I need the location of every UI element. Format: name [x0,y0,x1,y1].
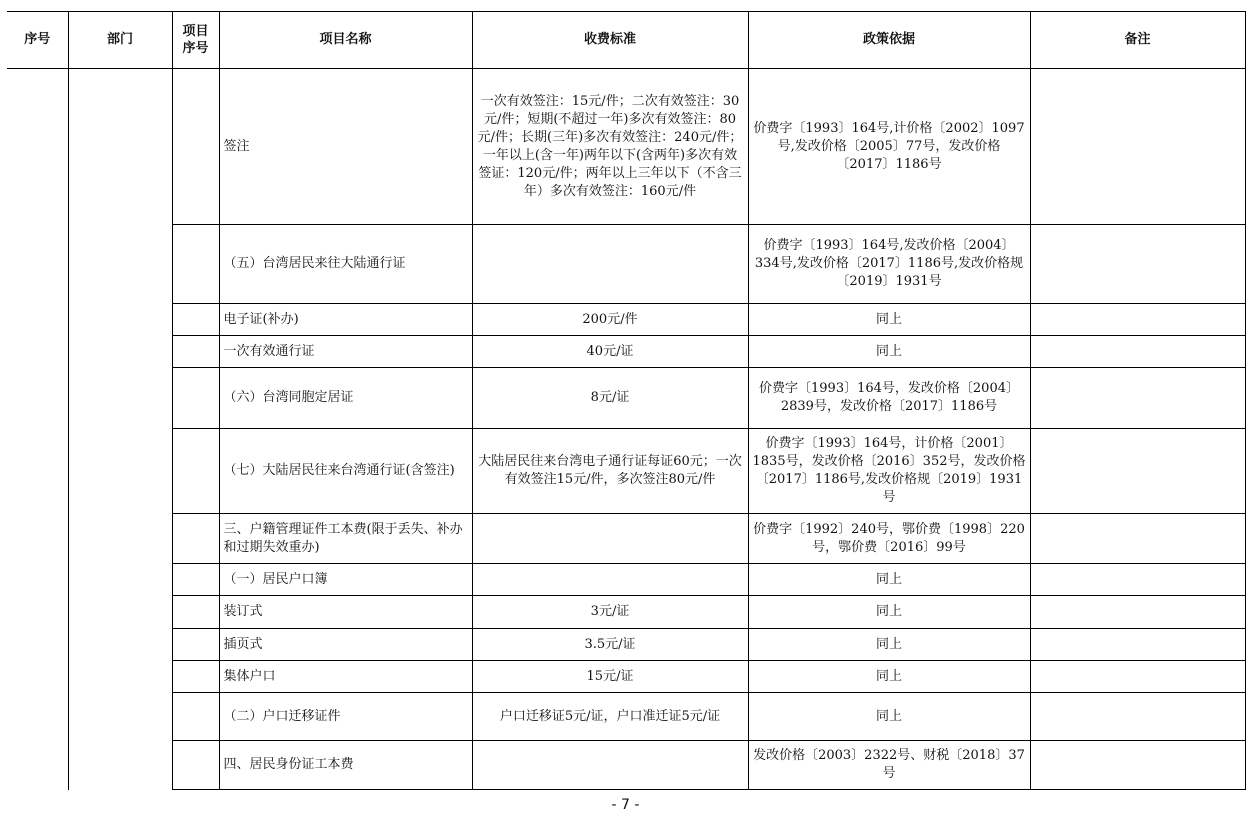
header-item-name: 项目名称 [219,12,472,69]
remarks-cell [1030,693,1245,741]
table-row [7,429,1245,514]
fee-standard-cell: 15元/证 [472,661,748,693]
item-seq-cell [172,741,219,790]
table-row [7,741,1245,790]
remarks-cell [1030,629,1245,661]
fee-standard-cell [472,225,748,304]
fee-standard-cell [472,564,748,596]
policy-basis-cell: 同上 [748,564,1030,596]
policy-basis-cell: 同上 [748,629,1030,661]
item-seq-cell [172,368,219,429]
remarks-cell [1030,225,1245,304]
item-name-cell: （一）居民户口簿 [219,564,472,596]
item-seq-cell [172,336,219,368]
item-name-cell: （五）台湾居民来往大陆通行证 [219,225,472,304]
fee-table [7,11,1246,790]
item-name-cell: （二）户口迁移证件 [219,693,472,741]
item-name-cell: 集体户口 [219,661,472,693]
item-seq-cell [172,514,219,564]
fee-standard-cell: 3.5元/证 [472,629,748,661]
fee-standard-cell [472,514,748,564]
item-name-cell: 签注 [219,69,472,225]
page-number: - 7 - [611,797,640,813]
item-seq-cell [172,596,219,629]
department-cell [68,69,172,790]
table-row [7,336,1245,368]
item-seq-cell [172,693,219,741]
policy-basis-cell: 价费字〔1993〕164号，发改价格〔2004〕2839号，发改价格〔2017〕1186号 [748,368,1030,429]
table-row [7,514,1245,564]
item-name-cell: 三、户籍管理证件工本费(限于丢失、补办和过期失效重办) [219,514,472,564]
table-row [7,69,1245,225]
policy-basis-cell: 发改价格〔2003〕2322号、财税〔2018〕37号 [748,741,1030,790]
table-row [7,693,1245,741]
remarks-cell [1030,741,1245,790]
fee-standard-cell: 大陆居民往来台湾电子通行证每证60元；一次有效签注15元/件，多次签注80元/件 [472,429,748,514]
header-fee-standard: 收费标准 [472,12,748,69]
table-row [7,225,1245,304]
table-row [7,629,1245,661]
item-name-cell: 一次有效通行证 [219,336,472,368]
header-policy-basis: 政策依据 [748,12,1030,69]
remarks-cell [1030,69,1245,225]
header-item-seq: 项目 序号 [172,12,219,69]
fee-standard-cell: 8元/证 [472,368,748,429]
policy-basis-cell: 同上 [748,596,1030,629]
remarks-cell [1030,661,1245,693]
policy-basis-cell: 价费字〔1993〕164号，计价格〔2001〕1835号，发改价格〔2016〕352号，发改价格〔2017〕1186号,发改价格规〔2019〕1931号 [748,429,1030,514]
fee-standard-cell: 一次有效签注：15元/件；二次有效签注：30元/件；短期(不超过一年)多次有效签注：80元/件；长期(三年)多次有效签注：240元/件；一年以上(含一年)两年以下(含两年)多次有效签证：120元/件；两年以上三年以下（不含三年）多次有效签注：160元/件 [472,69,748,225]
remarks-cell [1030,564,1245,596]
item-seq-cell [172,629,219,661]
fee-standard-cell: 200元/件 [472,304,748,336]
item-name-cell: 四、居民身份证工本费 [219,741,472,790]
policy-basis-cell: 价费字〔1992〕240号，鄂价费〔1998〕220号，鄂价费〔2016〕99号 [748,514,1030,564]
item-name-cell: 插页式 [219,629,472,661]
item-name-cell: （七）大陆居民往来台湾通行证(含签注) [219,429,472,514]
item-seq-cell [172,564,219,596]
remarks-cell [1030,368,1245,429]
header-remarks: 备注 [1030,12,1245,69]
policy-basis-cell: 同上 [748,661,1030,693]
fee-standard-cell: 3元/证 [472,596,748,629]
policy-basis-cell: 同上 [748,304,1030,336]
header-department: 部门 [68,12,172,69]
seq-cell [7,69,68,790]
remarks-cell [1030,304,1245,336]
item-seq-cell [172,661,219,693]
policy-basis-cell: 同上 [748,693,1030,741]
item-seq-cell [172,429,219,514]
remarks-cell [1030,596,1245,629]
policy-basis-cell: 价费字〔1993〕164号,发改价格〔2004〕334号,发改价格〔2017〕1186号,发改价格规〔2019〕1931号 [748,225,1030,304]
item-seq-cell [172,69,219,225]
item-seq-cell [172,304,219,336]
item-name-cell: （六）台湾同胞定居证 [219,368,472,429]
item-seq-cell [172,225,219,304]
item-name-cell: 装订式 [219,596,472,629]
policy-basis-cell: 价费字〔1993〕164号,计价格〔2002〕1097号,发改价格〔2005〕77号，发改价格〔2017〕1186号 [748,69,1030,225]
header-row [7,12,1245,69]
policy-basis-cell: 同上 [748,336,1030,368]
table-row [7,368,1245,429]
item-name-cell: 电子证(补办) [219,304,472,336]
header-seq: 序号 [7,12,68,69]
remarks-cell [1030,514,1245,564]
remarks-cell [1030,429,1245,514]
table-row [7,304,1245,336]
fee-standard-cell: 户口迁移证5元/证，户口准迁证5元/证 [472,693,748,741]
remarks-cell [1030,336,1245,368]
table-row [7,564,1245,596]
fee-standard-cell: 40元/证 [472,336,748,368]
fee-standard-cell [472,741,748,790]
table-row [7,661,1245,693]
table-row [7,596,1245,629]
